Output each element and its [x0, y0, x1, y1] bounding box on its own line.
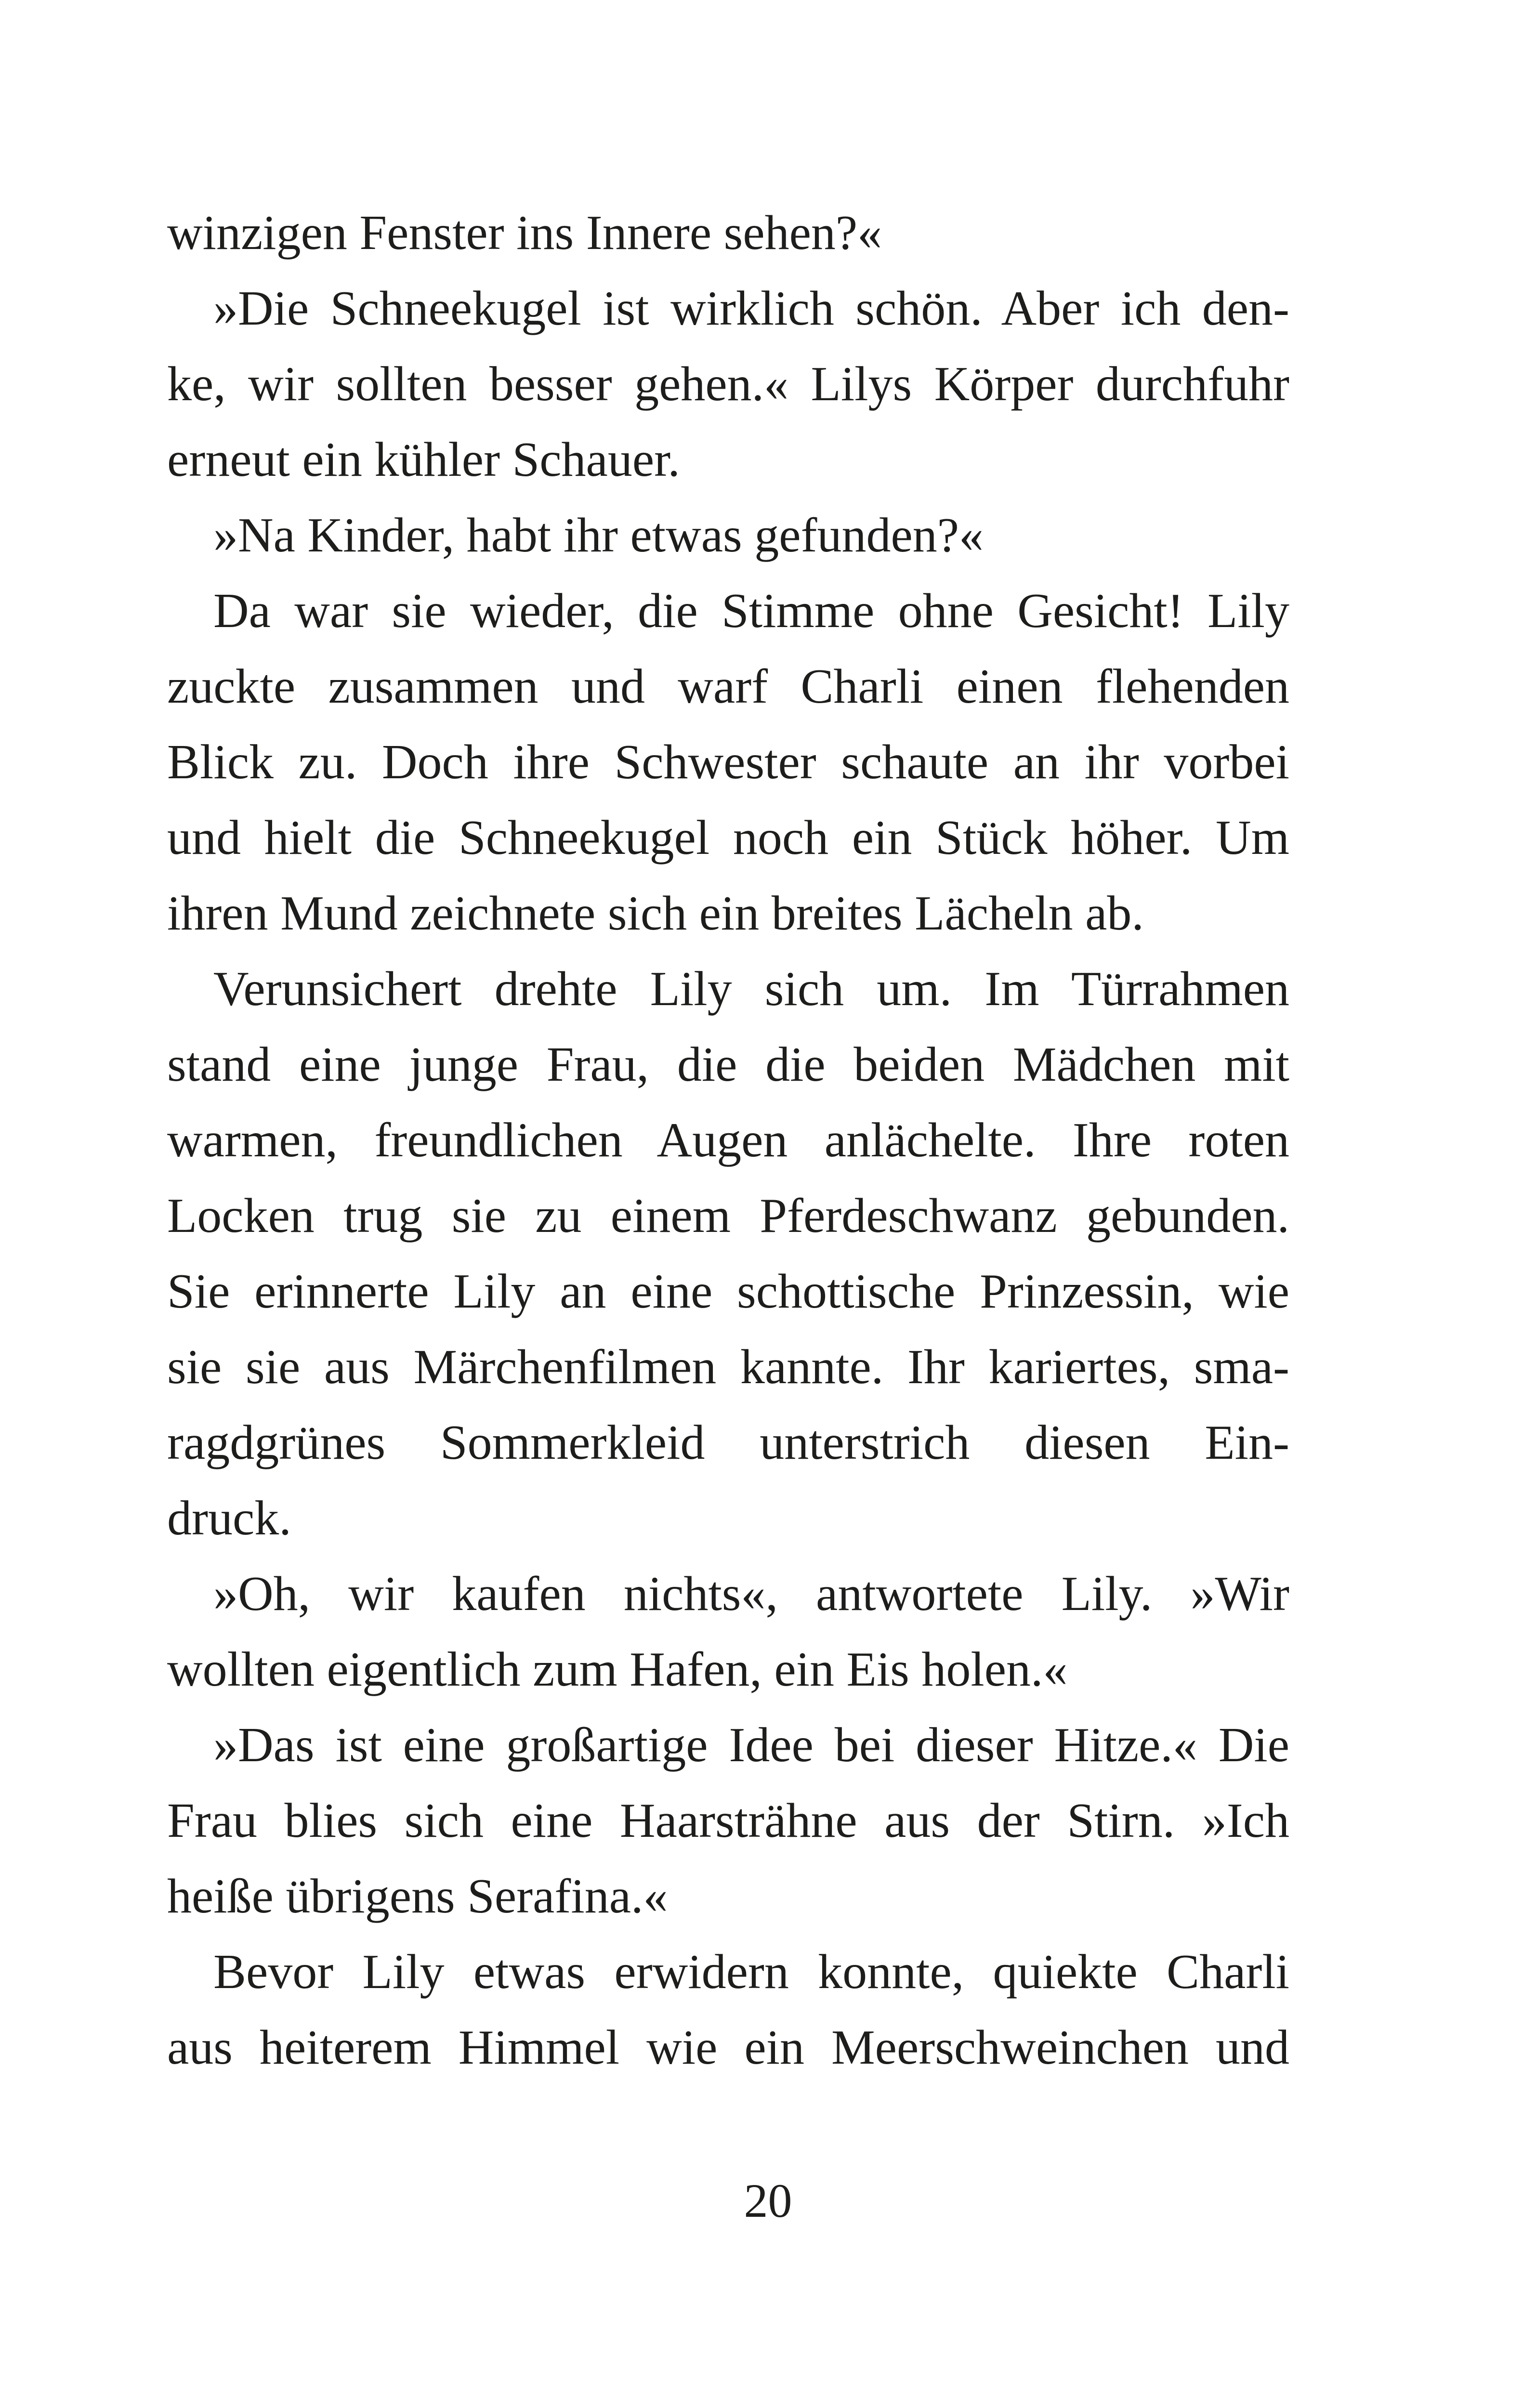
- text-line: winzigen Fenster ins Innere sehen?«: [167, 206, 882, 260]
- text-line: aus heiterem Himmel wie ein Meerschweinchen und: [167, 2020, 1289, 2075]
- text-line: ragdgrünes Sommerkleid unterstrich diesen Ein-: [167, 1415, 1289, 1470]
- text-line: »Oh, wir kaufen nichts«, antwortete Lily. »Wir: [213, 1567, 1289, 1621]
- text-line: Sie erinnerte Lily an eine schottische Prinzessin, wie: [167, 1264, 1289, 1319]
- text-line: erneut ein kühler Schauer.: [167, 432, 680, 487]
- text-line: druck.: [167, 1491, 291, 1545]
- text-line: »Na Kinder, habt ihr etwas gefunden?«: [213, 508, 984, 563]
- text-line: sie sie aus Märchenfilmen kannte. Ihr kariertes, sma-: [167, 1340, 1289, 1394]
- text-line: Verunsichert drehte Lily sich um. Im Türrahmen: [213, 962, 1289, 1016]
- text-line: Frau blies sich eine Haarsträhne aus der Stirn. »Ich: [167, 1793, 1289, 1848]
- text-line: zuckte zusammen und warf Charli einen flehenden: [167, 659, 1289, 714]
- text-line: Da war sie wieder, die Stimme ohne Gesicht! Lily: [213, 584, 1289, 638]
- text-line: ihren Mund zeichnete sich ein breites Lächeln ab.: [167, 886, 1144, 941]
- text-line: Locken trug sie zu einem Pferdeschwanz gebunden.: [167, 1189, 1289, 1243]
- body-text: [167, 195, 1289, 2085]
- text-line: heiße übrigens Serafina.«: [167, 1869, 668, 1924]
- text-line: ke, wir sollten besser gehen.« Lilys Körper durchfuhr: [167, 357, 1289, 411]
- text-line: warmen, freundlichen Augen anlächelte. Ihre roten: [167, 1113, 1289, 1167]
- page-number: 20: [744, 2174, 792, 2227]
- text-line: Bevor Lily etwas erwidern konnte, quiekte Charli: [213, 1945, 1289, 1999]
- text-line: Blick zu. Doch ihre Schwester schaute an ihr vorbei: [167, 735, 1289, 789]
- text-line: und hielt die Schneekugel noch ein Stück höher. Um: [167, 811, 1289, 865]
- text-line: stand eine junge Frau, die die beiden Mädchen mit: [167, 1037, 1289, 1092]
- text-line: »Die Schneekugel ist wirklich schön. Aber ich den-: [213, 281, 1289, 336]
- text-line: »Das ist eine großartige Idee bei dieser Hitze.« Die: [213, 1718, 1289, 1772]
- text-line: wollten eigentlich zum Hafen, ein Eis holen.«: [167, 1642, 1068, 1697]
